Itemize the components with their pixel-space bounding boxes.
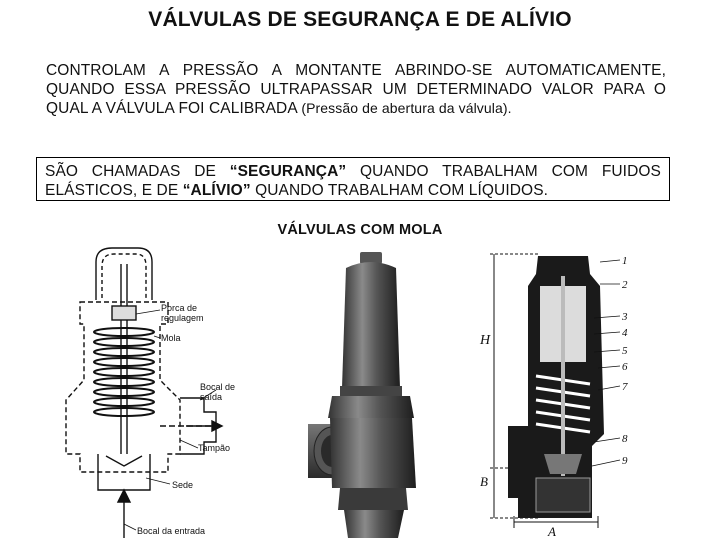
term-seguranca: “SEGURANÇA” xyxy=(229,163,347,180)
term-alivio: “ALÍVIO” xyxy=(182,182,251,199)
definition-box xyxy=(36,157,670,201)
part-number-6: 6 xyxy=(622,361,628,373)
part-number-4: 4 xyxy=(622,327,628,339)
dimension-b: B xyxy=(480,474,488,489)
part-number-8: 8 xyxy=(622,433,628,445)
box-text-2: QUANDO TRABALHAM COM FUIDOS ELÁSTICOS, E DE xyxy=(45,163,661,199)
part-number-9: 9 xyxy=(622,455,628,467)
label-bocal-entrada: Bocal da entrada xyxy=(137,526,206,536)
label-tampao: Tampão xyxy=(198,443,231,453)
part-number-7: 7 xyxy=(622,381,628,393)
page-title: VÁLVULAS DE SEGURANÇA E DE ALÍVIO xyxy=(148,8,572,31)
valve-dimension-drawing xyxy=(478,246,646,536)
valve-section-diagram xyxy=(40,240,250,538)
label-bocal-saida-2: saída xyxy=(200,392,223,402)
box-text-1: SÃO CHAMADAS DE xyxy=(45,163,230,180)
part-number-5: 5 xyxy=(622,345,628,357)
dimension-a: A xyxy=(548,524,556,536)
intro-note-text: (Pressão de abertura da válvula). xyxy=(301,100,512,116)
intro-main-text: CONTROLAM A PRESSÃO A MONTANTE ABRINDO-SE AUTOMATICAMENTE, QUANDO ESSA PRESSÃO ULTRAPASSAR UM DETERMINADO VALOR PARA O QUAL A VÁLVULA FOI CALIBRADA xyxy=(46,62,666,117)
valve-photo xyxy=(296,248,444,540)
label-porca-1: Porca de xyxy=(161,303,198,313)
part-number-2: 2 xyxy=(622,279,628,291)
label-porca-2: regulagem xyxy=(161,313,204,323)
part-number-1: 1 xyxy=(622,255,628,267)
label-bocal-saida-1: Bocal de xyxy=(200,382,236,392)
label-mola: Mola xyxy=(161,333,181,343)
box-text-3: QUANDO TRABALHAM COM LÍQUIDOS. xyxy=(250,182,549,199)
intro-paragraph xyxy=(46,61,666,118)
label-sede: Sede xyxy=(172,480,194,490)
dimension-h: H xyxy=(480,333,491,348)
part-number-3: 3 xyxy=(622,311,628,323)
section-subtitle: VÁLVULAS COM MOLA xyxy=(277,222,443,238)
